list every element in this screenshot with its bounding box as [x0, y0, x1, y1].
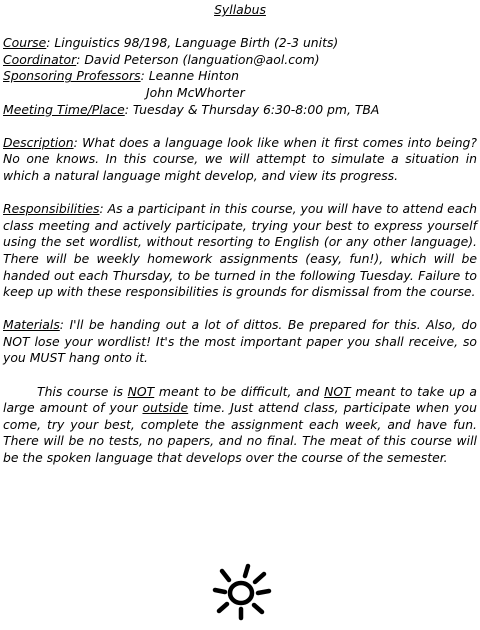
- closing-text-4: time. Just attend class, participate when you come, try your best, complete the assignment each week, and have fun. There will be no tests, no papers, and no final. The meat of this course will be the spoken language that develops over the course of the semester.: [3, 400, 477, 466]
- closing-not-1: NOT: [127, 383, 155, 399]
- responsibilities-label: Responsibilities: [3, 201, 100, 217]
- page-title: Syllabus: [214, 2, 266, 17]
- coordinator-line: [3, 52, 477, 69]
- meeting-line: [3, 102, 477, 119]
- course-label: Course: [3, 35, 47, 51]
- sponsors-label: Sponsoring Professors: [3, 68, 141, 84]
- sponsors-second-name: John McWhorter: [146, 84, 245, 100]
- meeting-value: : Tuesday & Thursday 6:30-8:00 pm, TBA: [124, 101, 380, 117]
- responsibilities-paragraph: [3, 201, 477, 301]
- description-paragraph: [3, 135, 477, 185]
- closing-text-3: meant to take up a large amount of your: [3, 383, 478, 416]
- description-text: : What does a language look like when it first comes into being? No one knows. In this course, we will attempt to simulate a situation in which a natural language might develop, and view its progress.: [3, 134, 477, 183]
- closing-outside: outside: [142, 400, 189, 416]
- sun-icon: [212, 562, 272, 622]
- syllabus-page: [3, 2, 477, 467]
- responsibilities-text: : As a participant in this course, you will have to attend each class meeting and actively participate, trying your best to express yourself using the set wordlist, without resorting to English (or any other language). There will be weekly homework assignments (easy, fun!), which will be handed out each Thursday, to be turned in the following Tuesday. Failure to keep up with these responsibilities is grounds for dismissal from the course.: [3, 201, 477, 300]
- sponsors-line: [3, 68, 477, 85]
- closing-text-1: This course is: [37, 383, 128, 399]
- description-label: Description: [3, 134, 74, 150]
- sponsors-second-line: [3, 85, 477, 102]
- materials-paragraph: [3, 317, 477, 367]
- course-line: [3, 35, 477, 52]
- materials-text: : I'll be handing out a lot of dittos. Be prepared for this. Also, do NOT lose your wordlist! It's the most important paper you shall receive, so you MUST hang onto it.: [3, 317, 477, 366]
- coordinator-value: : David Peterson (languation@aol.com): [76, 51, 320, 67]
- course-value: : Linguistics 98/198, Language Birth (2-3 units): [46, 35, 339, 51]
- closing-not-2: NOT: [324, 383, 351, 399]
- closing-paragraph: [3, 384, 477, 467]
- materials-label: Materials: [3, 317, 60, 333]
- sponsors-value: : Leanne Hinton: [140, 68, 239, 84]
- meeting-label: Meeting Time/Place: [3, 101, 125, 117]
- coordinator-label: Coordinator: [3, 51, 77, 67]
- closing-text-2: meant to be difficult, and: [154, 383, 325, 399]
